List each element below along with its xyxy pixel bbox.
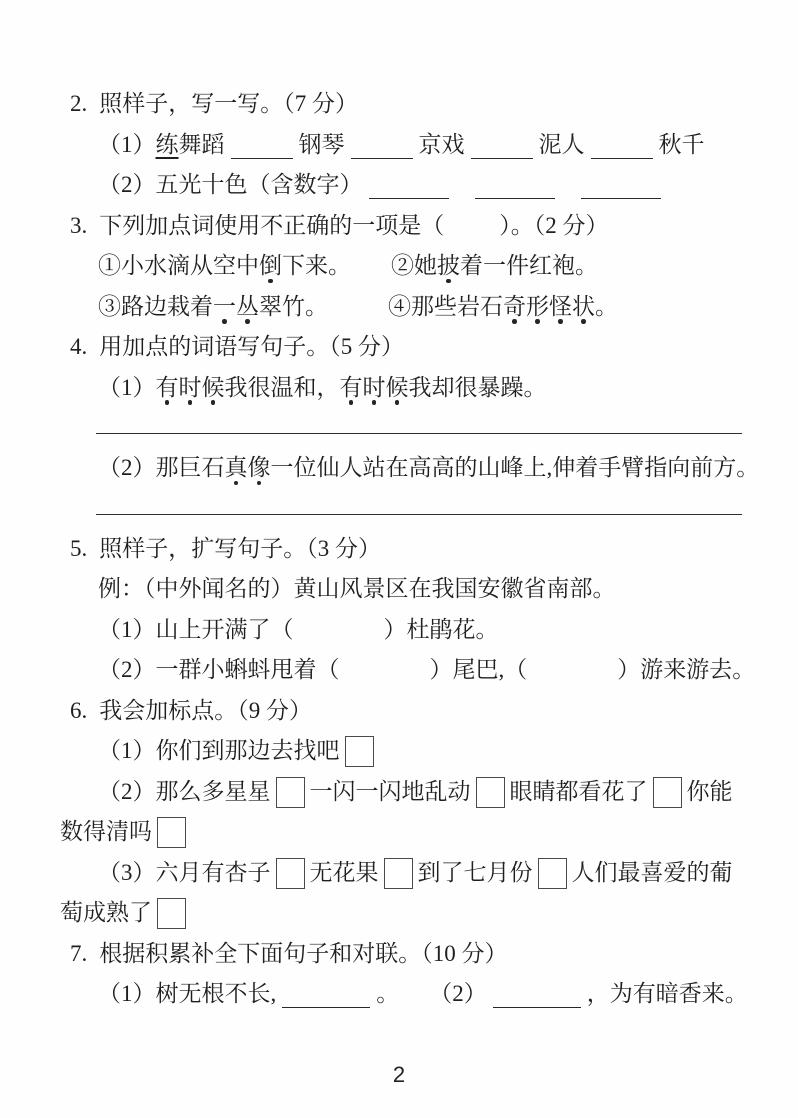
punctuation-box [538,858,567,889]
answer-blank [471,139,533,159]
punctuation-box [653,777,682,808]
questions-list [60,84,760,1015]
question-line [60,448,760,489]
answer-blank [231,139,293,159]
question-title: 根据积累补全下面句子和对联。（10 分） [99,940,508,966]
spacer-gap [399,1000,429,1001]
text-segment: 眼睛都看花了 [509,778,648,804]
answer-blank [351,139,413,159]
text-segment: （1）山上开满了（ [98,616,294,642]
emphasis-dot-char: 候 [385,374,409,400]
punctuation-box [384,858,413,889]
text-segment: ）尾巴,（ [429,657,528,682]
question-number: 7. [70,940,88,966]
question-line [60,610,752,651]
text-segment: 。 [595,293,618,319]
answer-blank [581,179,661,199]
emphasis-dot-char: 候 [201,374,225,400]
spacer-gap [351,272,391,273]
emphasis-dot-char: 披 [437,253,460,278]
question-title-line [60,529,752,570]
spacer-gap [527,676,617,677]
question-line [60,569,752,610]
text-segment: （3）六月有杏子 [98,859,271,885]
text-segment: 人们最喜爱的葡 [571,859,733,885]
text-segment: 无花果 [309,859,379,885]
question-number: 3. [70,212,88,238]
spacer-gap [561,191,575,192]
question-line [60,165,752,206]
question-line [60,287,752,328]
answer-blank [475,179,555,199]
emphasized-text [156,375,225,400]
text-segment: 一闪一闪地乱动 [309,778,471,804]
question-title: 用加点的词语写句子。（5 分） [99,334,404,359]
question-title: 照样子，写一写。（7 分） [99,91,358,116]
answer-blank [369,179,449,199]
punctuation-box [276,777,305,808]
answer-line [96,514,742,515]
question-title-line [60,84,752,125]
text-segment: 舞蹈 [178,131,225,157]
question-title-line [60,934,752,975]
text-segment: ②她 [391,253,437,278]
text-segment: 我很温和， [224,374,340,400]
emphasis-dot-char: 时 [178,374,202,400]
question-line [60,812,752,853]
answer-blank [493,988,581,1008]
text-segment: （2）一群小蝌蚪甩着（ [98,657,340,682]
question-title-line [60,327,752,368]
text-segment: ，为有暗香来。 [586,981,748,1006]
text-segment: （1） [98,131,156,157]
text-segment: 数得清吗 [60,819,152,844]
punctuation-box [157,817,186,848]
emphasized-text [340,375,409,400]
text-segment: （1） [98,374,156,400]
emphasized-text [503,294,595,319]
emphasized-text [213,294,259,319]
question-title-line [60,691,752,732]
question-number: 2. [70,91,88,116]
emphasis-dot-char: 一 [213,293,236,319]
text-segment: 钢琴 [298,131,345,157]
emphasized-text [437,253,460,278]
question-line [60,893,752,934]
emphasized-text [259,253,282,278]
question-4 [60,327,760,515]
text-segment: 下来。 [282,253,351,278]
answer-line [96,433,742,434]
page-footer [0,1062,798,1088]
emphasis-dot-char: 状 [572,293,595,319]
question-line [60,731,752,772]
text-segment: ③路边栽着 [98,293,213,319]
question-line [60,368,752,409]
punctuation-box [476,777,505,808]
text-segment: 例：（中外闻名的）黄山风景区在我国安徽省南部。 [98,576,616,601]
text-segment: 我却很暴躁。 [408,374,547,400]
emphasis-dot-char: 奇 [503,293,526,319]
question-title [99,213,608,238]
question-line [60,650,756,691]
text-segment: （1）你们到那边去找吧 [98,738,340,763]
punctuation-box [345,736,374,767]
question-line [60,853,752,894]
text-segment: 一位仙人站在高高的山峰上,伸着手臂指向前方。 [270,455,760,480]
answer-blank [591,139,653,159]
question-2 [60,84,752,206]
emphasis-dot-char: 形 [526,293,549,319]
answer-blank [282,988,370,1008]
spacer-gap [328,313,388,314]
punctuation-box [157,898,186,929]
question-title-line [60,206,752,247]
question-6 [60,691,752,934]
text-segment: ）游来游去。 [617,657,756,682]
emphasis-dot-char: 有 [339,374,363,400]
text-segment: （2）五光十色（含数字） [98,172,363,197]
text-segment: 着一件红袍。 [460,253,598,278]
question-number: 4. [70,334,88,359]
text-segment: （2）那巨石 [98,455,225,480]
text-segment: 下列加点词使用不正确的一项是（ [99,212,445,238]
spacer-gap [340,676,430,677]
underlined-text: 练 [155,131,179,157]
text-segment: 萄成熟了 [60,900,152,925]
text-segment: ）。（2 分） [499,212,609,238]
question-title: 照样子，扩写句子。（3 分） [99,535,381,561]
text-segment: 翠竹。 [259,293,328,319]
emphasis-dot-char: 有 [155,374,179,400]
text-segment: ④那些岩石 [388,293,503,319]
text-segment: 到了七月份 [417,859,533,885]
question-line [60,974,752,1015]
emphasis-dot-char: 像 [247,455,271,480]
emphasized-text [225,455,271,480]
spacer-gap [455,191,469,192]
emphasis-dot-char: 真 [224,455,248,480]
text-segment: （2）那么多星星 [98,778,271,804]
text-segment: （2） [429,981,487,1006]
text-segment: 你能 [686,778,733,804]
question-3 [60,206,752,328]
question-line [60,246,752,287]
emphasis-dot-char: 时 [362,374,386,400]
punctuation-box [276,858,305,889]
question-line [60,772,752,813]
spacer-gap [294,636,384,637]
text-segment: 。 [376,981,400,1006]
emphasis-dot-char: 倒 [259,253,282,278]
question-title: 我会加标点。（9 分） [99,697,312,723]
text-segment: ）杜鹃花。 [383,616,499,642]
emphasis-dot-char: 丛 [236,293,259,319]
text-segment: （1）树无根不长, [98,981,277,1006]
question-number: 5. [70,535,88,561]
text-segment: 京戏 [418,131,465,157]
text-segment: 泥人 [538,131,585,157]
question-number: 6. [70,697,88,723]
emphasis-dot-char: 怪 [549,293,572,319]
question-line [60,125,752,166]
text-segment: 秋千 [658,131,705,157]
page-number: 2 [392,1062,406,1087]
text-segment: ①小水滴从空中 [98,253,259,278]
spacer-gap [444,232,499,233]
question-5 [60,529,756,691]
question-7 [60,934,752,1015]
